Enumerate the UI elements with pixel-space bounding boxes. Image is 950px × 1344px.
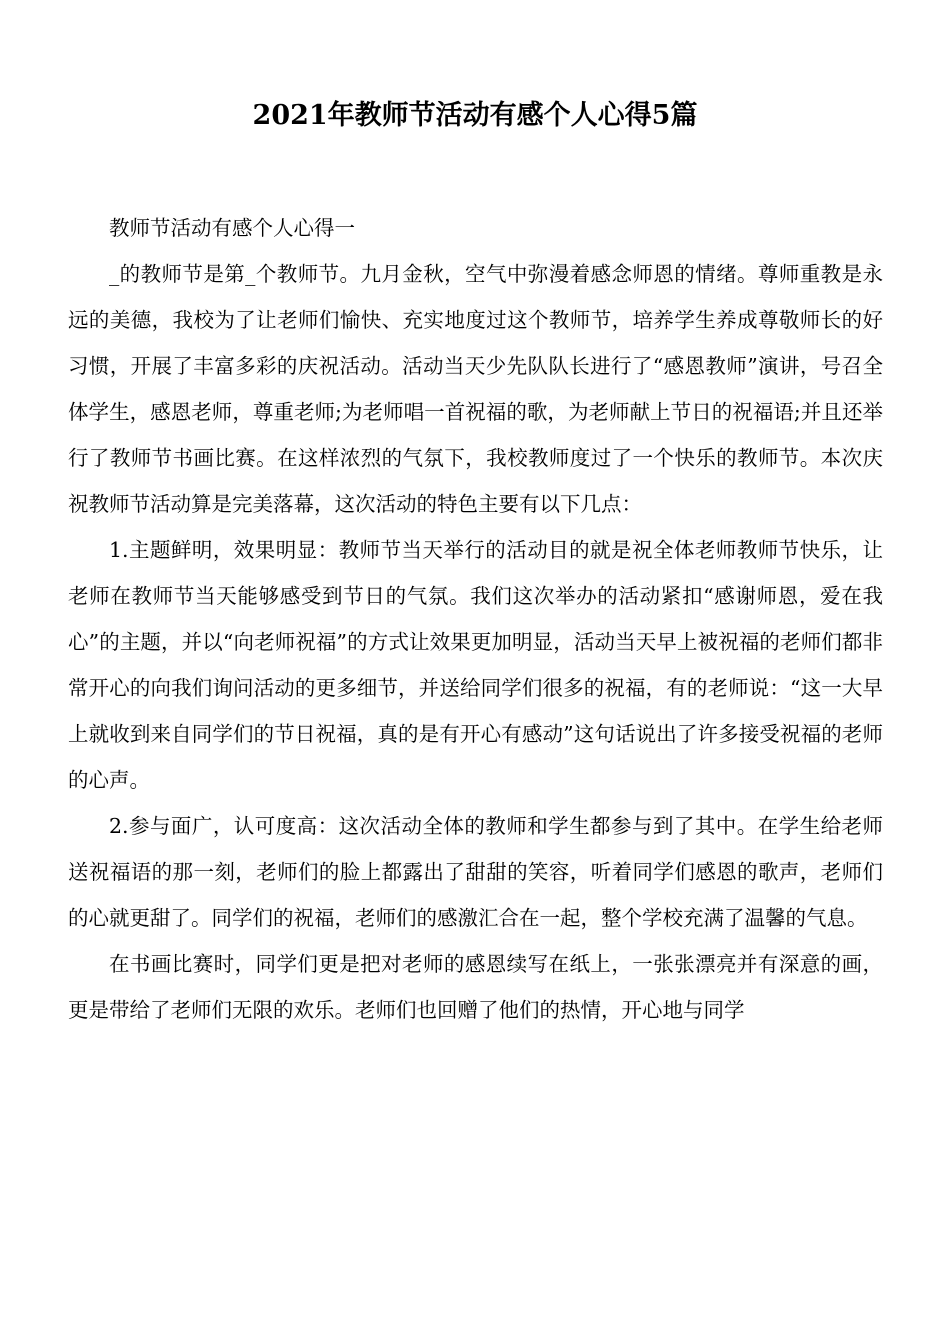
paragraph-calligraphy: 在书画比赛时，同学们更是把对老师的感恩续写在纸上，一张张漂亮并有深意的画，更是带给了老师们无限的欢乐。老师们也回赠了他们的热情，开心地与同学 [68, 952, 883, 1022]
document-body [68, 205, 883, 1033]
document-title: 2021年教师节活动有感个人心得5篇 [252, 100, 698, 131]
section-heading: 教师节活动有感个人心得一 [109, 216, 355, 240]
paragraph-point-1: 1.主题鲜明，效果明显：教师节当天举行的活动目的就是祝全体老师教师节快乐，让老师在教师节当天能够感受到节日的气氛。我们这次举办的活动紧扣“感谢师恩，爱在我心”的主题，并以“向老师祝福”的方式让效果更加明显，活动当天早上被祝福的老师们都非常开心的向我们询问活动的更多细节，并送给同学们很多的祝福，有的老师说：“这一大早上就收到来自同学们的节日祝福，真的是有开心有感动”这句话说出了许多接受祝福的老师的心声。 [68, 538, 883, 792]
paragraph-intro: _的教师节是第_个教师节。九月金秋，空气中弥漫着感念师恩的情绪。尊师重教是永远的美德，我校为了让老师们愉快、充实地度过这个教师节，培养学生养成尊敬师长的好习惯，开展了丰富多彩的庆祝活动。活动当天少先队队长进行了“感恩教师”演讲，号召全体学生，感恩老师，尊重老师;为老师唱一首祝福的歌，为老师献上节日的祝福语;并且还举行了教师节书画比赛。在这样浓烈的气氛下，我校教师度过了一个快乐的教师节。本次庆祝教师节活动算是完美落幕，这次活动的特色主要有以下几点： [68, 262, 883, 516]
paragraph-point-2: 2.参与面广，认可度高：这次活动全体的教师和学生都参与到了其中。在学生给老师送祝福语的那一刻，老师们的脸上都露出了甜甜的笑容，听着同学们感恩的歌声，老师们的心就更甜了。同学们的祝福，老师们的感激汇合在一起，整个学校充满了温馨的气息。 [68, 814, 883, 930]
